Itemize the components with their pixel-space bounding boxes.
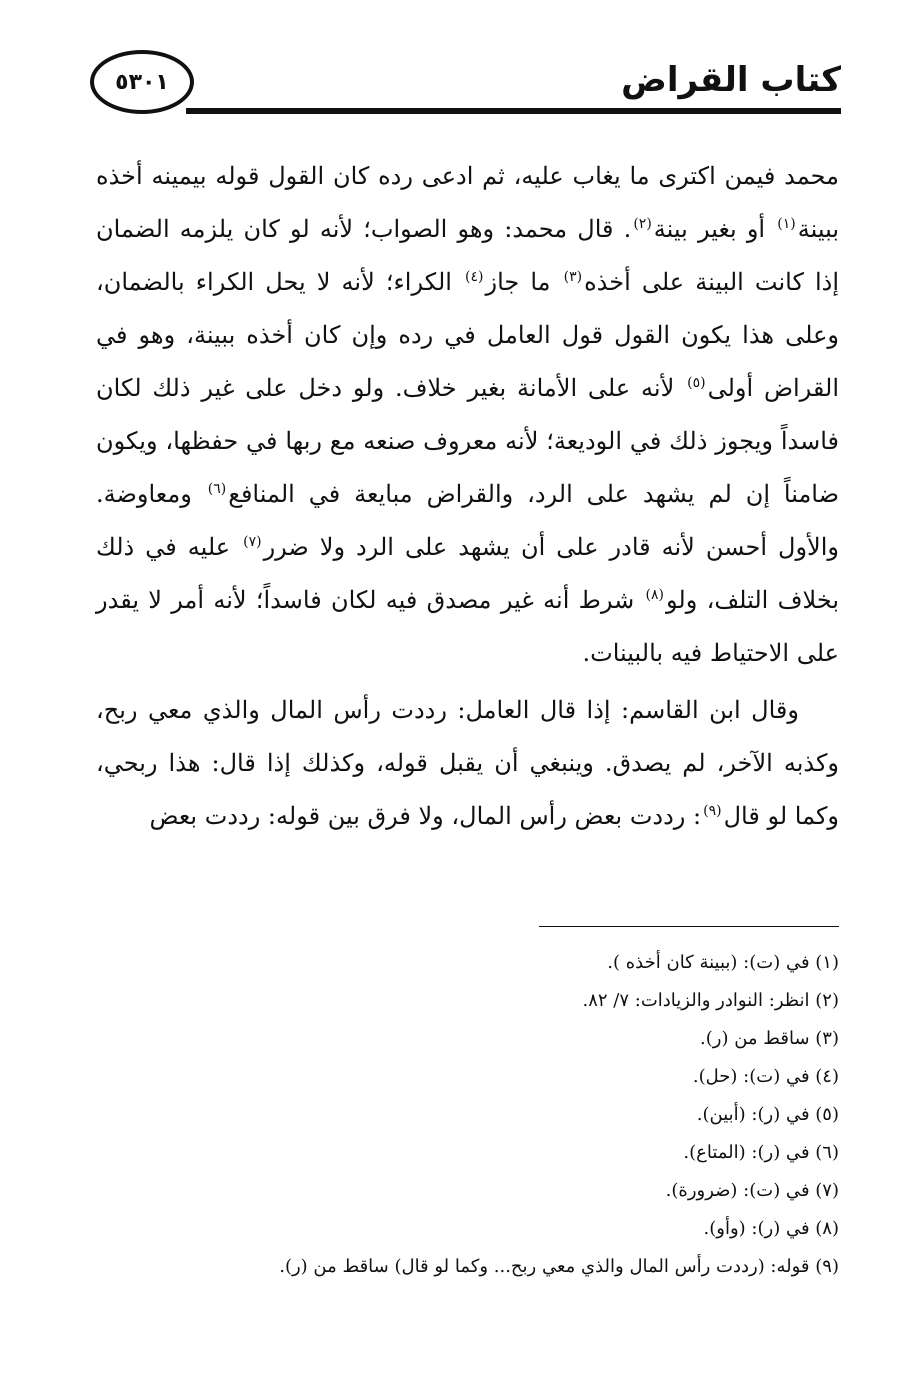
page-header xyxy=(90,50,841,120)
text-segment: ومعاوضة. والأول أحسن لأنه قادر على أن يشهد على الرد ولا ضرر xyxy=(96,480,839,561)
text-segment: شرط أنه غير مصدق فيه لكان فاسداً؛ لأنه أمر لا يقدر على الاحتياط فيه بالبينات. xyxy=(96,586,839,667)
text-segment: الكراء؛ لأنه لا يحل الكراء بالضمان، وعلى هذا يكون القول قول العامل في رده وإن كان أخذه ببينة، وهو في القراض أولى xyxy=(96,268,840,402)
footnote-ref: (٧) xyxy=(243,534,262,550)
text-segment: ما جاز xyxy=(485,268,562,296)
footnote-ref: (٩) xyxy=(703,803,722,819)
footnote-ref: (٣) xyxy=(563,269,583,285)
footnote-item: (٢) انظر: النوادر والزيادات: ٧/ ٨٢. xyxy=(582,990,839,1011)
page-number: ٥٣٠١ xyxy=(115,69,169,95)
paragraph-1 xyxy=(96,150,839,680)
header-rule xyxy=(186,108,841,114)
footnote-separator xyxy=(539,926,839,927)
footnote-ref: (٦) xyxy=(207,481,227,497)
main-text xyxy=(96,150,839,843)
footnote-ref: (٢) xyxy=(633,216,652,232)
page-number-badge xyxy=(90,50,194,114)
footnote-ref: (٨) xyxy=(645,587,664,603)
footnote-item: (٦) في (ر): (المتاع). xyxy=(683,1142,839,1163)
paragraph-2 xyxy=(96,684,839,843)
footnote-item: (٥) في (ر): (أبين). xyxy=(696,1104,839,1125)
footnotes-list xyxy=(96,944,839,1286)
text-segment: وقال ابن القاسم: إذا قال العامل: رددت رأس المال والذي معي ربح، وكذبه الآخر، لم يصدق. وينبغي أن يقبل قوله، وكذلك إذا قال: هذا ربحي، وكما لو قال xyxy=(96,696,839,830)
footnote-ref: (٤) xyxy=(465,269,484,285)
footnote-item: (٤) في (ت): (حل). xyxy=(692,1066,839,1087)
text-segment: عليه في ذلك بخلاف التلف، ولو xyxy=(96,533,840,614)
footnote-ref: (٥) xyxy=(687,375,706,391)
text-segment: . قال محمد: وهو الصواب؛ لأنه لو كان يلزمه الضمان إذا كانت البينة على أخذه xyxy=(96,215,839,296)
footnote-item: (٣) ساقط من (ر). xyxy=(700,1028,839,1049)
text-segment: أو بغير بينة xyxy=(653,215,776,243)
text-segment: محمد فيمن اكترى ما يغاب عليه، ثم ادعى رده كان القول قوله بيمينه أخذه ببينة xyxy=(96,162,839,243)
footnote-item: (٨) في (ر): (وأو). xyxy=(703,1218,839,1239)
footnote-item: (٩) قوله: (رددت رأس المال والذي معي ربح... وكما لو قال) ساقط من (ر). xyxy=(279,1256,839,1277)
text-segment: لأنه على الأمانة بغير خلاف. ولو دخل على غير ذلك لكان فاسداً ويجوز ذلك في الوديعة؛ لأنه معروف صنعه مع ربها في حفظها، ويكون ضامناً إن لم يشهد على الرد، والقراض مبايعة في المنافع xyxy=(96,374,839,508)
footnote-ref: (١) xyxy=(777,216,796,232)
text-segment: : رددت بعض رأس المال، ولا فرق بين قوله: رددت بعض xyxy=(149,802,702,830)
footnote-item: (١) في (ت): (ببينة كان أخذه ). xyxy=(607,952,839,973)
footnote-item: (٧) في (ت): (ضرورة). xyxy=(665,1180,839,1201)
running-title: كتاب القراض xyxy=(621,60,841,100)
